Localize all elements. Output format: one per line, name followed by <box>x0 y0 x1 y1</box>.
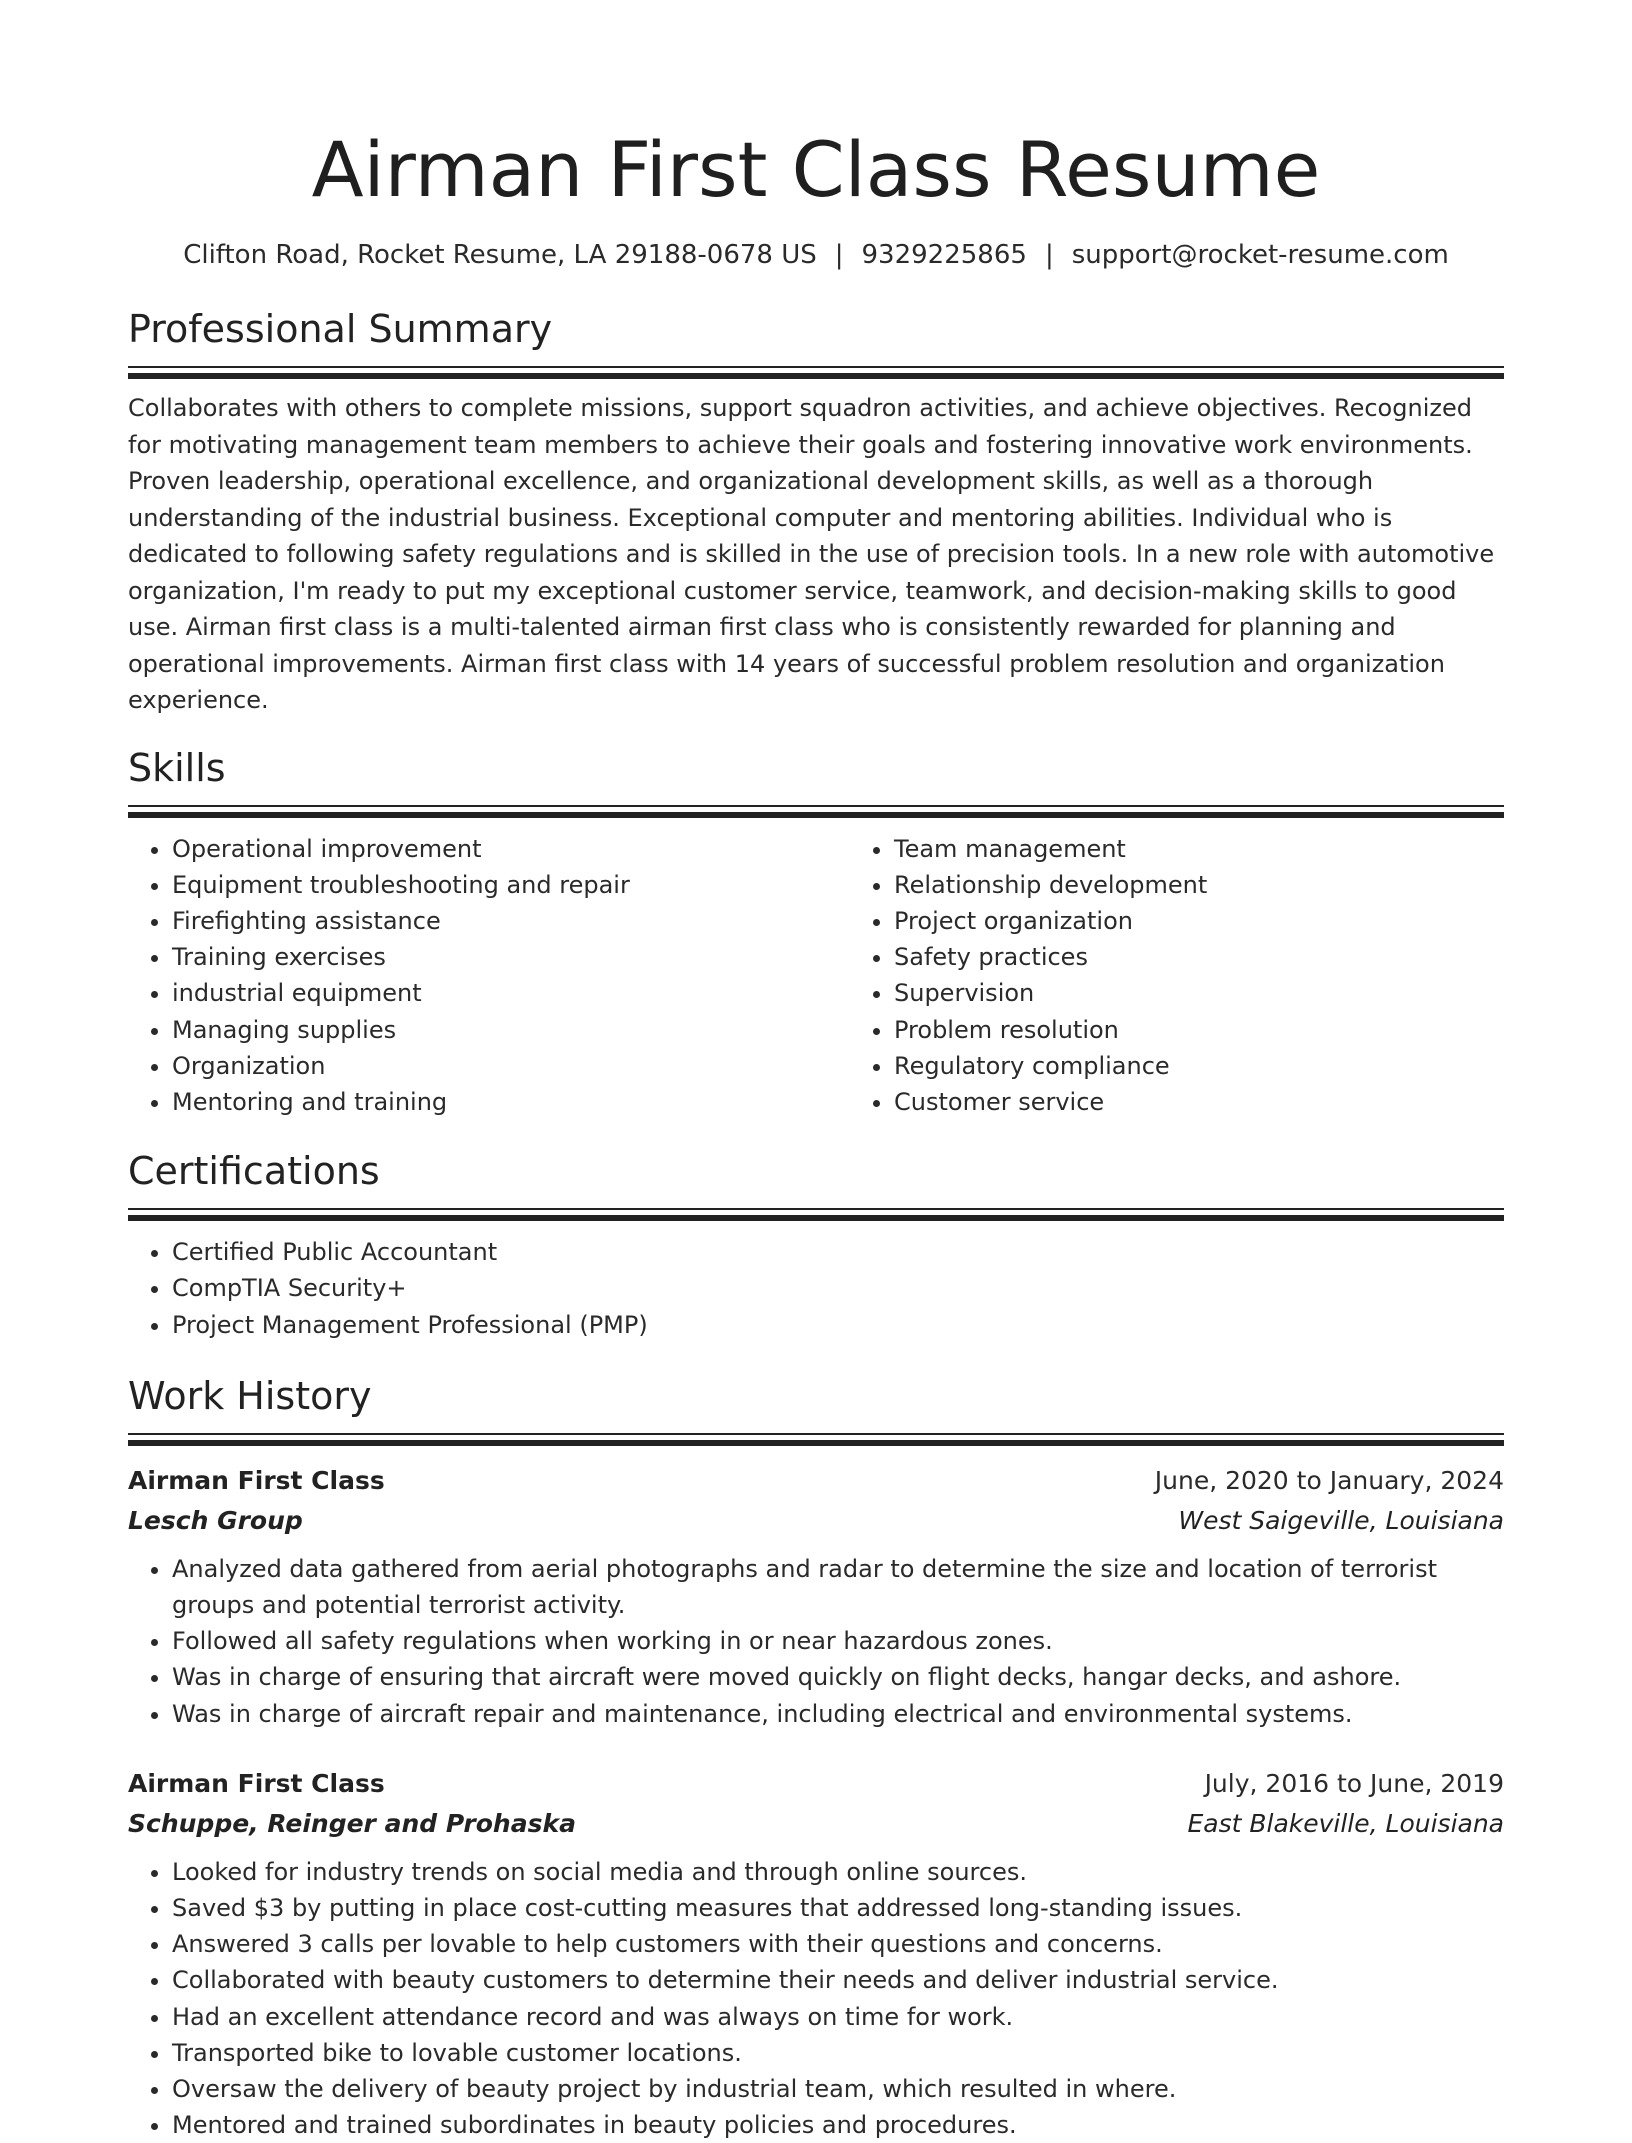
section-title-certifications: Certifications <box>128 1149 380 1194</box>
skill-item: • Problem resolution <box>894 1012 1572 1048</box>
job-duty: • Saved $3 by putting in place cost-cutting measures that addressed long-standing issues. <box>172 1890 1504 1926</box>
job-duty: • Analyzed data gathered from aerial photographs and radar to determine the size and location of terrorist groups and potential terrorist activity. <box>172 1551 1504 1623</box>
summary-section <box>128 306 1504 719</box>
certification-item: • Project Management Professional (PMP) <box>172 1307 1504 1343</box>
contact-separator: | <box>834 240 844 270</box>
contact-line <box>128 238 1504 272</box>
skill-item: • Firefighting assistance <box>172 903 850 939</box>
job-subheader <box>128 1804 1504 1844</box>
skill-item: • Operational improvement <box>172 831 850 867</box>
skills-list-right <box>850 831 1572 1121</box>
skill-item: • Training exercises <box>172 939 850 975</box>
job-entry <box>128 1461 1504 1732</box>
section-divider <box>128 366 1504 380</box>
job-duty: • Looked for industry trends on social media and through online sources. <box>172 1854 1504 1890</box>
job-title: Airman First Class <box>128 1465 385 1495</box>
section-title-skills: Skills <box>128 745 226 790</box>
contact-phone: 9329225865 <box>861 240 1027 270</box>
section-divider <box>128 1208 1504 1222</box>
section-divider <box>128 1433 1504 1447</box>
section-title-summary: Professional Summary <box>128 307 553 351</box>
job-duty: • Was in charge of aircraft repair and maintenance, including electrical and environmental systems. <box>172 1696 1504 1732</box>
section-divider <box>128 805 1504 819</box>
skill-item: • Mentoring and training <box>172 1084 850 1120</box>
contact-separator: | <box>1044 240 1054 270</box>
job-header <box>128 1461 1504 1501</box>
job-subheader <box>128 1501 1504 1541</box>
job-duty: • Transported bike to lovable customer locations. <box>172 2035 1504 2071</box>
section-title-work-history: Work History <box>128 1373 372 1418</box>
skill-item: • Equipment troubleshooting and repair <box>172 867 850 903</box>
job-dates: June, 2020 to January, 2024 <box>1154 1465 1504 1495</box>
skills-list-left <box>128 831 850 1121</box>
skill-item: • Organization <box>172 1048 850 1084</box>
resume-title: Airman First Class Resume <box>311 125 1321 214</box>
skills-section <box>128 745 1504 1121</box>
job-duty: • Oversaw the delivery of beauty project by industrial team, which resulted in where. <box>172 2071 1504 2107</box>
work-history-section <box>128 1373 1504 2143</box>
job-location: East Blakeville, Louisiana <box>1187 1808 1504 1838</box>
skill-item: • Project organization <box>894 903 1572 939</box>
job-duty: • Followed all safety regulations when working in or near hazardous zones. <box>172 1623 1504 1659</box>
job-duties-list <box>128 1551 1504 1732</box>
skill-item: • Regulatory compliance <box>894 1048 1572 1084</box>
job-duties-list <box>128 1854 1504 2143</box>
skill-item: • Supervision <box>894 975 1572 1011</box>
skill-item: • Safety practices <box>894 939 1572 975</box>
job-duty: • Had an excellent attendance record and was always on time for work. <box>172 1999 1504 2035</box>
job-company: Schuppe, Reinger and Prohaska <box>128 1808 576 1838</box>
certification-item: • Certified Public Accountant <box>172 1234 1504 1270</box>
skills-columns <box>128 819 1504 1121</box>
job-duty: • Collaborated with beauty customers to determine their needs and deliver industrial service. <box>172 1962 1504 1998</box>
certifications-list <box>128 1234 1504 1343</box>
skill-item: • Customer service <box>894 1084 1572 1120</box>
skill-item: • Managing supplies <box>172 1012 850 1048</box>
certification-item: • CompTIA Security+ <box>172 1270 1504 1306</box>
job-title: Airman First Class <box>128 1768 385 1798</box>
certifications-section <box>128 1148 1504 1343</box>
resume-content <box>128 120 1504 2143</box>
contact-email: support@rocket-resume.com <box>1071 240 1449 270</box>
job-duty: • Answered 3 calls per lovable to help customers with their questions and concerns. <box>172 1926 1504 1962</box>
skill-item: • industrial equipment <box>172 975 850 1011</box>
job-dates: July, 2016 to June, 2019 <box>1204 1768 1504 1798</box>
job-duty: • Was in charge of ensuring that aircraft were moved quickly on flight decks, hangar decks, and ashore. <box>172 1659 1504 1695</box>
summary-text: Collaborates with others to complete missions, support squadron activities, and achieve objectives. Recognized for motivating management team members to achieve their goals and fostering innovative work environments. Proven leadership, operational excellence, and organizational development skills, as well as a thorough understanding of the industrial business. Exceptional computer and mentoring abilities. Individual who is dedicated to following safety regulations and is skilled in the use of precision tools. In a new role with automotive organization, I'm ready to put my exceptional customer service, teamwork, and decision-making skills to good use. Airman first class is a multi-talented airman first class who is consistently rewarded for planning and operational improvements. Airman first class with 14 years of successful problem resolution and organization experience. <box>128 394 1495 714</box>
skill-item: • Relationship development <box>894 867 1572 903</box>
skill-item: • Team management <box>894 831 1572 867</box>
job-entry <box>128 1764 1504 2143</box>
contact-address: Clifton Road, Rocket Resume, LA 29188-0678 US <box>183 240 817 270</box>
job-header <box>128 1764 1504 1804</box>
job-company: Lesch Group <box>128 1505 303 1535</box>
job-duty: • Mentored and trained subordinates in beauty policies and procedures. <box>172 2107 1504 2143</box>
job-location: West Saigeville, Louisiana <box>1178 1505 1504 1535</box>
